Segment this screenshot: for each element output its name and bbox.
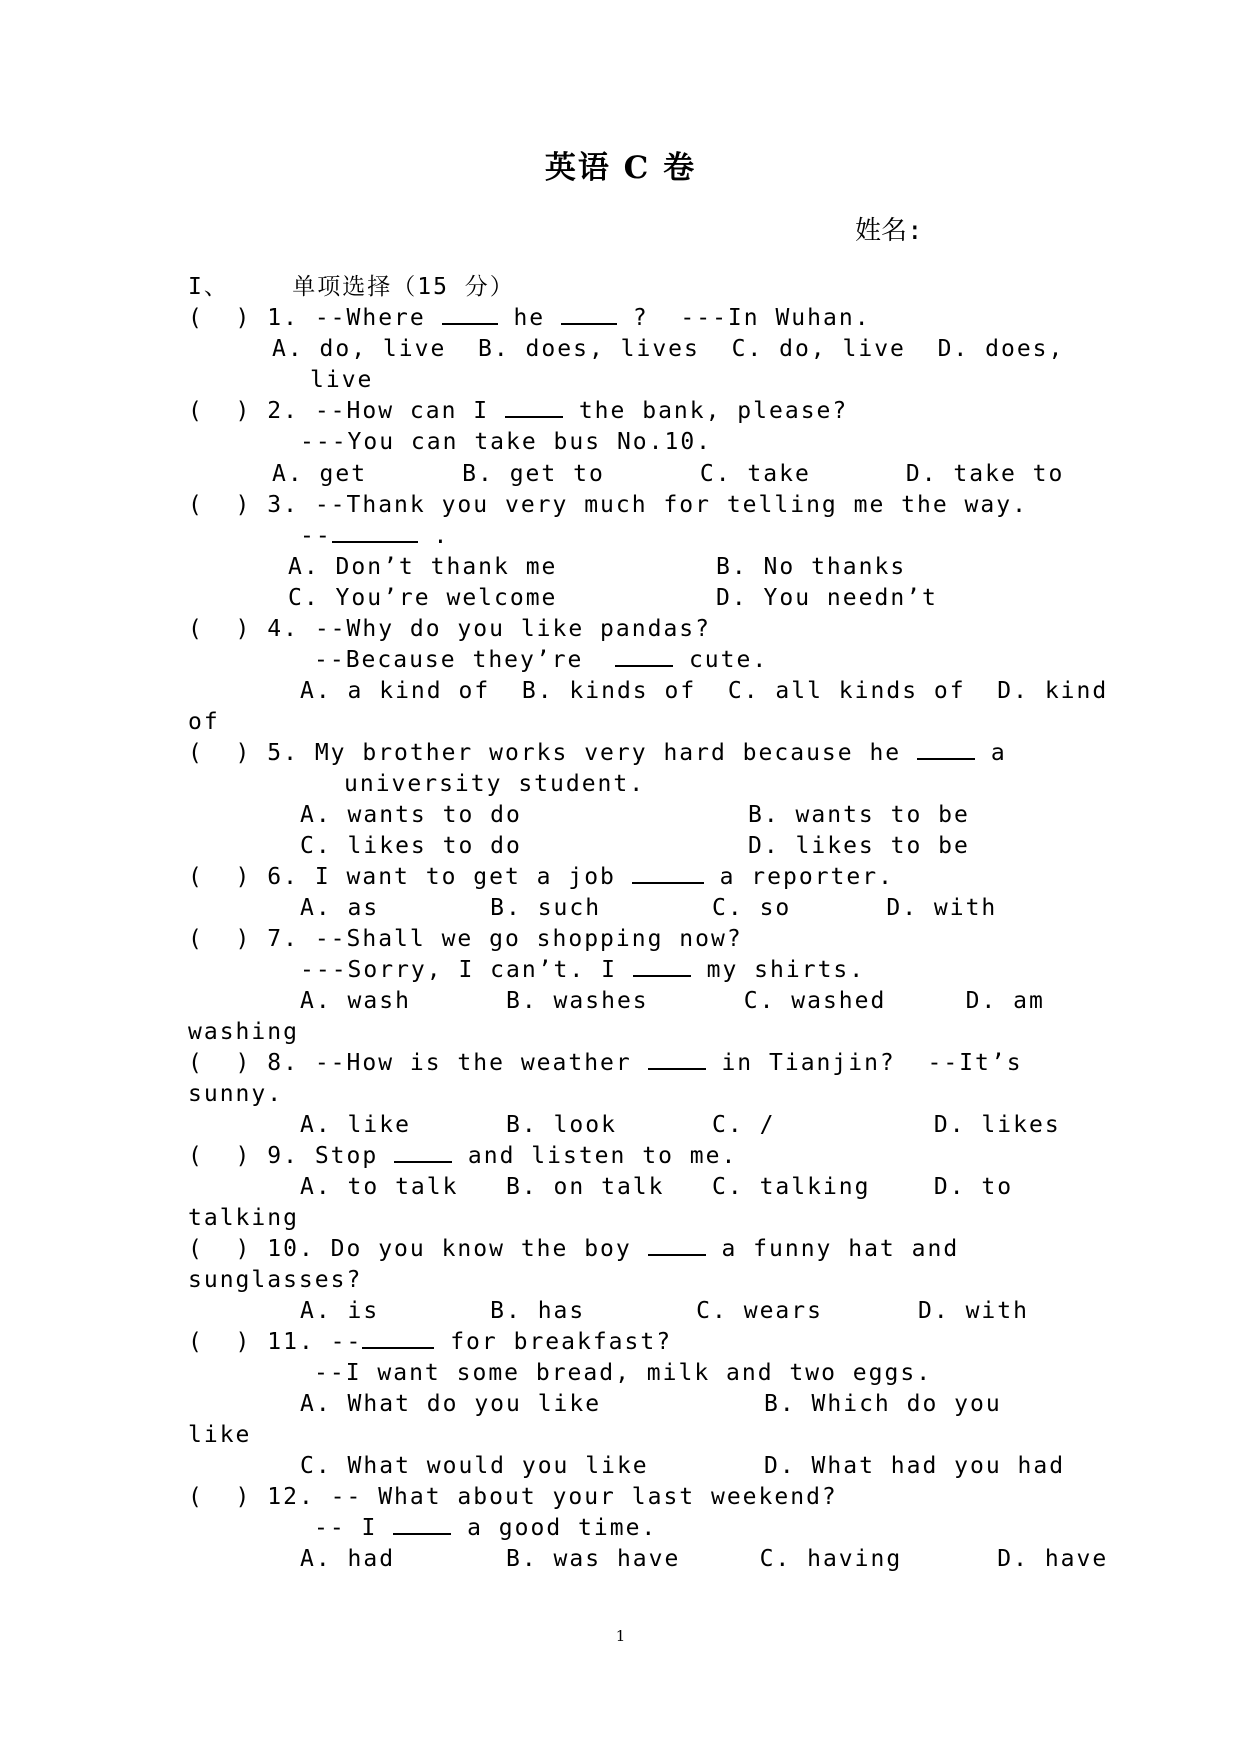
answer-blank (332, 521, 418, 543)
answer-blank (561, 303, 617, 325)
question-number: 11. (267, 1329, 315, 1355)
question-3-line2: -- . (300, 523, 450, 549)
answer-paren: ( ) (188, 492, 252, 518)
section-heading: I、 单项选择（15 分） (188, 274, 515, 300)
answer-paren: ( ) (188, 864, 252, 890)
question-number: 10. (267, 1236, 315, 1262)
question-10-wrap: sunglasses? (188, 1267, 363, 1293)
answer-paren: ( ) (188, 926, 252, 952)
question-4: ( ) 4. --Why do you like pandas? (188, 616, 711, 642)
question-1-options: A. do, live B. does, lives C. do, live D. does, (272, 336, 1065, 362)
question-3-option-a: A. Don’t thank me (288, 554, 558, 580)
question-number: 8. (267, 1050, 299, 1076)
question-6-options: A. as B. such C. so D. with (300, 895, 998, 921)
question-5-option-d: D. likes to be (748, 833, 970, 859)
question-number: 4. (267, 616, 299, 642)
answer-paren: ( ) (188, 1484, 252, 1510)
answer-paren: ( ) (188, 616, 252, 642)
question-number: 2. (267, 398, 299, 424)
question-7-options-wrap: washing (188, 1019, 299, 1045)
question-12-options: A. had B. was have C. having D. have (300, 1546, 1109, 1572)
question-7-options: A. wash B. washes C. washed D. am (300, 988, 1045, 1014)
answer-paren: ( ) (188, 305, 252, 331)
answer-paren: ( ) (188, 1236, 252, 1262)
answer-blank (648, 1048, 706, 1070)
answer-blank (917, 738, 975, 760)
question-9-options: A. to talk B. on talk C. talking D. to (300, 1174, 1014, 1200)
question-11: ( ) 11. -- for breakfast? (188, 1329, 673, 1355)
answer-blank (633, 955, 691, 977)
page-title: 英语 C 卷 (544, 150, 697, 186)
question-1-options-wrap: live (310, 367, 374, 393)
answer-blank (394, 1141, 452, 1163)
question-7: ( ) 7. --Shall we go shopping now? (188, 926, 743, 952)
answer-paren: ( ) (188, 1329, 252, 1355)
question-5: ( ) 5. My brother works very hard because he a (188, 740, 1007, 766)
question-12: ( ) 12. -- What about your last weekend? (188, 1484, 838, 1510)
answer-paren: ( ) (188, 1143, 252, 1169)
question-5-option-a: A. wants to do (300, 802, 522, 828)
question-4-options: A. a kind of B. kinds of C. all kinds of D. kind (300, 678, 1109, 704)
question-number: 3. (267, 492, 299, 518)
question-5-line2: university student. (344, 771, 646, 797)
question-11-option-b: B. Which do you (764, 1391, 1002, 1417)
question-9-options-wrap: talking (188, 1205, 299, 1231)
answer-blank (393, 1513, 451, 1535)
answer-paren: ( ) (188, 398, 252, 424)
question-2-options: A. get B. get to C. take D. take to (272, 461, 1065, 487)
question-4-options-wrap: of (188, 709, 220, 735)
question-number: 9. (267, 1143, 299, 1169)
answer-blank (362, 1327, 434, 1349)
answer-paren: ( ) (188, 740, 252, 766)
question-3-option-c: C. You’re welcome (288, 585, 558, 611)
question-number: 5. (267, 740, 299, 766)
question-4-line2: --Because they’re cute. (314, 647, 769, 673)
question-8-wrap: sunny. (188, 1081, 284, 1107)
answer-blank (632, 862, 704, 884)
question-3-option-b: B. No thanks (716, 554, 907, 580)
question-9: ( ) 9. Stop and listen to me. (188, 1143, 738, 1169)
question-11-option-a: A. What do you like (300, 1391, 602, 1417)
question-6: ( ) 6. I want to get a job a reporter. (188, 864, 894, 890)
question-11-option-b-wrap: like (188, 1422, 252, 1448)
question-8: ( ) 8. --How is the weather in Tianjin? --It’s (188, 1050, 1023, 1076)
question-number: 12. (267, 1484, 315, 1510)
question-number: 1. (267, 305, 299, 331)
question-number: 7. (267, 926, 299, 952)
answer-blank (505, 396, 563, 418)
question-5-option-b: B. wants to be (748, 802, 970, 828)
question-11-line2: --I want some bread, milk and two eggs. (314, 1360, 933, 1386)
question-11-option-c: C. What would you like (300, 1453, 649, 1479)
answer-blank (615, 645, 673, 667)
question-11-option-d: D. What had you had (764, 1453, 1066, 1479)
question-1: ( ) 1. --Where he ? ---In Wuhan. (188, 305, 871, 331)
student-name-label: 姓名: (855, 216, 923, 246)
answer-blank (442, 303, 498, 325)
question-7-line2: ---Sorry, I can’t. I my shirts. (300, 957, 866, 983)
question-2-line2: ---You can take bus No.10. (300, 429, 713, 455)
answer-blank (648, 1234, 706, 1256)
question-8-options: A. like B. look C. / D. likes (300, 1112, 1061, 1138)
question-number: 6. (267, 864, 299, 890)
question-5-option-c: C. likes to do (300, 833, 522, 859)
question-10-options: A. is B. has C. wears D. with (300, 1298, 1029, 1324)
question-2: ( ) 2. --How can I the bank, please? (188, 398, 849, 424)
answer-paren: ( ) (188, 1050, 252, 1076)
page-number: 1 (615, 1627, 626, 1645)
question-3: ( ) 3. --Thank you very much for telling me the way. (188, 492, 1028, 518)
question-10: ( ) 10. Do you know the boy a funny hat and (188, 1236, 960, 1262)
question-12-line2: -- I a good time. (314, 1515, 658, 1541)
question-3-option-d: D. You needn’t (716, 585, 938, 611)
